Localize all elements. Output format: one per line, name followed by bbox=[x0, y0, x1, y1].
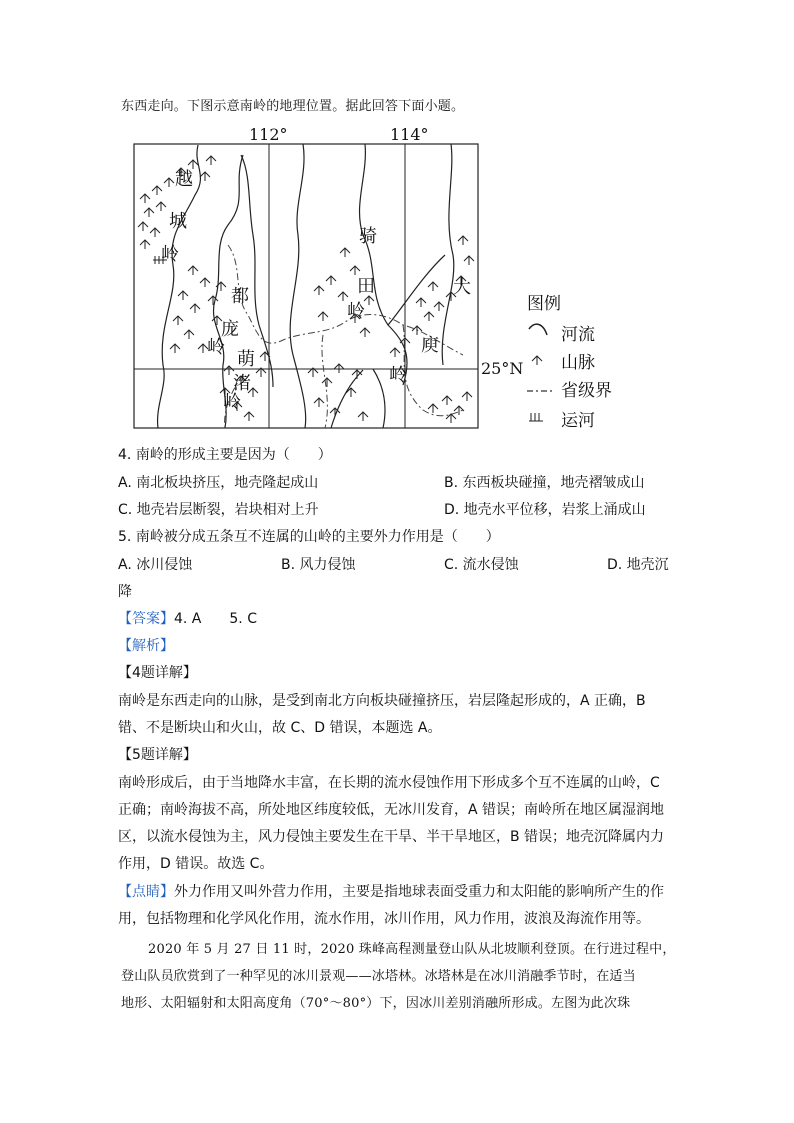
answer-text: 4. A 5. C bbox=[174, 611, 257, 627]
q5-option-d: D. 地壳沉 bbox=[607, 557, 669, 573]
note-line-1 bbox=[118, 881, 664, 901]
legend-river-icon bbox=[529, 324, 547, 335]
q5-option-d-continued: 降 bbox=[118, 584, 132, 600]
answer-label: 【答案】 bbox=[118, 611, 174, 627]
passage-line-3: 地形、太阳辐射和太阳高度角（70°～80°）下，因冰川差别消融所形成。左图为此次珠 bbox=[121, 996, 631, 1011]
yuecheng-label-1: 越 bbox=[175, 169, 193, 190]
mengzhu-label-2: 渚 bbox=[233, 373, 251, 394]
mengzhu-label-3: 岭 bbox=[223, 392, 241, 413]
answer-line bbox=[118, 608, 257, 628]
dayu-label-3: 岭 bbox=[389, 365, 407, 386]
qitian-label-3: 岭 bbox=[347, 301, 365, 322]
detail4-line-2: 错、不是断块山和火山，故 C、D 错误，本题选 A。 bbox=[118, 720, 442, 736]
detail5-line-2: 正确；南岭海拔不高，所处地区纬度较低，无冰川发育，A 错误；南岭所在地区属湿润地 bbox=[118, 802, 665, 818]
legend-title: 图例 bbox=[527, 294, 561, 314]
detail5-line-4: 作用，D 错误。故选 C。 bbox=[118, 856, 274, 872]
intro-line: 东西走向。下图示意南岭的地理位置。据此回答下面小题。 bbox=[121, 99, 465, 114]
legend-river-label: 河流 bbox=[561, 325, 595, 345]
analysis-label: 【解析】 bbox=[118, 638, 174, 654]
q4-option-c: C. 地壳岩层断裂，岩块相对上升 bbox=[118, 502, 319, 518]
detail5-label: 【5题详解】 bbox=[118, 747, 197, 763]
legend-mountain-label: 山脉 bbox=[561, 353, 595, 373]
q5-option-c: C. 流水侵蚀 bbox=[444, 557, 519, 573]
note-label: 【点睛】 bbox=[118, 884, 174, 900]
passage-line-1: 2020 年 5 月 27 日 11 时，2020 珠峰高程测量登山队从北坡顺利登顶。在行进过程中， bbox=[148, 942, 676, 957]
q4-option-a: A. 南北板块挤压，地壳隆起成山 bbox=[118, 475, 319, 491]
dayu-label-2: 庾 bbox=[421, 335, 439, 356]
detail5-line-1: 南岭形成后，由于当地降水丰富，在长期的流水侵蚀作用下形成多个互不连属的山岭，C bbox=[118, 775, 660, 791]
dupang-label-3: 岭 bbox=[207, 337, 225, 358]
mengzhu-label-1: 萌 bbox=[237, 349, 255, 370]
legend-boundary-label: 省级界 bbox=[561, 381, 612, 401]
note-text-1: 外力作用又叫外营力作用，主要是指地球表面受重力和太阳能的影响所产生的作 bbox=[174, 884, 664, 900]
yuecheng-label-2: 城 bbox=[169, 211, 187, 232]
dayu-label-1: 大 bbox=[453, 277, 471, 298]
q5-option-b: B. 风力侵蚀 bbox=[281, 557, 356, 573]
mountain-symbols bbox=[138, 156, 474, 423]
lat-25n-label: 25°N bbox=[481, 359, 524, 378]
dupang-label-1: 都 bbox=[231, 286, 249, 307]
nanling-map bbox=[133, 125, 653, 430]
rivers bbox=[158, 144, 454, 428]
lon-114-label: 114° bbox=[390, 125, 429, 144]
yuecheng-label-3: 岭 bbox=[161, 244, 179, 265]
q4-option-b: B. 东西板块碰撞，地壳褶皱成山 bbox=[444, 475, 645, 491]
legend-canal-icon bbox=[529, 413, 543, 421]
detail4-label: 【4题详解】 bbox=[118, 665, 197, 681]
detail4-line-1: 南岭是东西走向的山脉，是受到南北方向板块碰撞挤压，岩层隆起形成的，A 正确，B bbox=[118, 693, 646, 709]
q4-option-d: D. 地壳水平位移，岩浆上涌成山 bbox=[444, 502, 646, 518]
lon-112-label: 112° bbox=[249, 125, 288, 144]
q4-stem: 4. 南岭的形成主要是因为（ ） bbox=[118, 447, 332, 463]
detail5-line-3: 区，以流水侵蚀为主，风力侵蚀主要发生在干旱、半干旱地区，B 错误；地壳沉降属内力 bbox=[118, 829, 665, 845]
legend-canal-label: 运河 bbox=[561, 411, 595, 430]
qitian-label-2: 田 bbox=[357, 276, 375, 297]
q5-option-a: A. 冰川侵蚀 bbox=[118, 557, 193, 573]
passage-line-2: 登山队员欣赏到了一种罕见的冰川景观——冰塔林。冰塔林是在冰川消融季节时，在适当 bbox=[121, 969, 636, 984]
dupang-label-2: 庞 bbox=[221, 319, 239, 340]
q5-stem: 5. 南岭被分成五条互不连属的山岭的主要外力作用是（ ） bbox=[118, 529, 500, 545]
map-legend bbox=[527, 294, 612, 430]
legend-mountain-icon bbox=[532, 356, 542, 365]
note-line-2: 用，包括物理和化学风化作用，流水作用，冰川作用，风力作用，波浪及海流作用等。 bbox=[118, 911, 650, 927]
qitian-label-1: 骑 bbox=[359, 226, 377, 247]
